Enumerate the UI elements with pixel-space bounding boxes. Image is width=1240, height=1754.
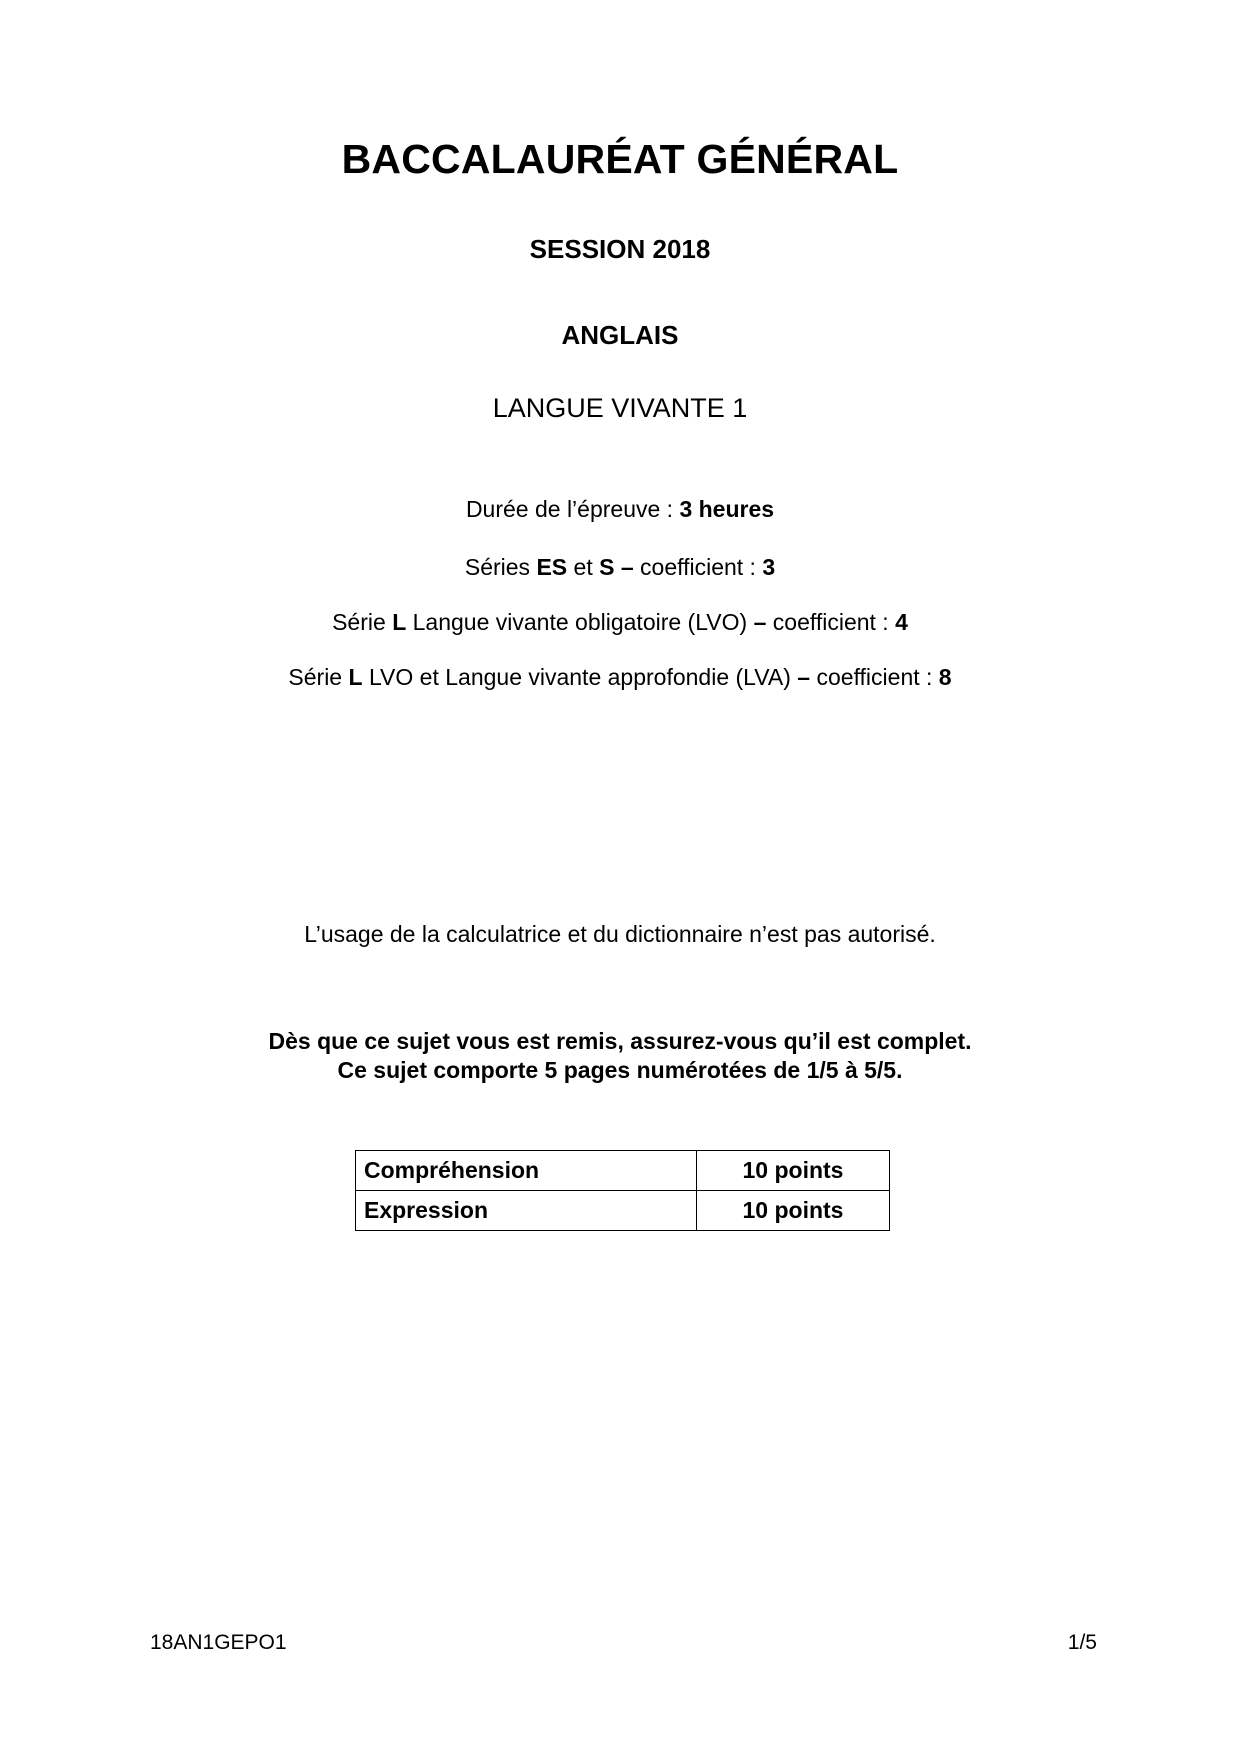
series-l-lva-coefficient [0, 664, 1240, 691]
dash: – [753, 609, 767, 635]
dash: – [797, 664, 811, 690]
section-name-cell: Compréhension [356, 1151, 697, 1191]
series-l: L [392, 609, 407, 635]
page-count-warning: Ce sujet comporte 5 pages numérotées de 1/5 à 5/5. [337, 1057, 903, 1083]
series-prefix: Série [332, 609, 393, 635]
footer-page-number: 1/5 [1067, 1631, 1097, 1654]
series-description: Langue vivante obligatoire (LVO) [406, 609, 754, 635]
dash: – [614, 554, 634, 580]
series-s: S [599, 554, 615, 580]
series-prefix: Série [288, 664, 349, 690]
table-row [356, 1151, 890, 1191]
coefficient-value: 4 [895, 609, 908, 635]
series-es-s-coefficient [0, 554, 1240, 581]
coefficient-label: coefficient : [766, 609, 896, 635]
coefficient-label: coefficient : [810, 664, 939, 690]
footer-document-code: 18AN1GEPO1 [150, 1631, 287, 1654]
subject-label: ANGLAIS [561, 320, 679, 350]
exam-title: BACCALAURÉAT GÉNÉRAL [341, 136, 899, 182]
coefficient-label: coefficient : [633, 554, 763, 580]
duration-value: 3 heures [679, 496, 775, 522]
duration-label: Durée de l’épreuve : [465, 496, 680, 522]
session-label: SESSION 2018 [529, 234, 711, 264]
language-level-label: LANGUE VIVANTE 1 [492, 393, 748, 423]
series-l-lvo-coefficient [0, 609, 1240, 636]
exam-duration [0, 496, 1240, 523]
points-table [355, 1150, 890, 1231]
section-name-cell: Expression [356, 1191, 697, 1231]
series-es: ES [536, 554, 568, 580]
completeness-warning: Dès que ce sujet vous est remis, assurez-vous qu’il est complet. [268, 1028, 972, 1054]
series-l: L [348, 664, 363, 690]
section-points-cell: 10 points [697, 1191, 890, 1231]
coefficient-value: 8 [938, 664, 952, 690]
series-connector: et [567, 554, 600, 580]
series-description: LVO et Langue vivante approfondie (LVA) [362, 664, 798, 690]
series-prefix: Séries [464, 554, 537, 580]
calculator-dictionary-note: L’usage de la calculatrice et du dictionnaire n’est pas autorisé. [304, 921, 936, 947]
table-row [356, 1191, 890, 1231]
coefficient-value: 3 [762, 554, 776, 580]
section-points-cell: 10 points [697, 1151, 890, 1191]
